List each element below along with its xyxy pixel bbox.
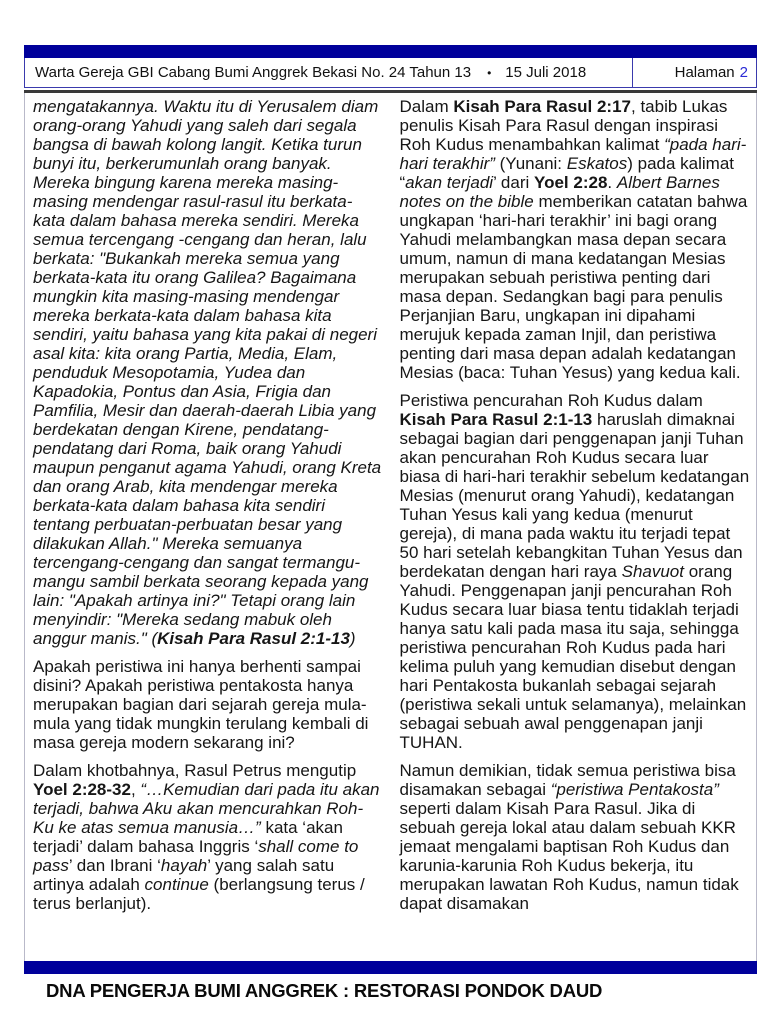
article-body	[24, 93, 757, 961]
page-number-cell	[632, 58, 756, 87]
page-number-label: Halaman	[674, 64, 735, 81]
article-paragraph: Dalam Kisah Para Rasul 2:17, tabib Lukas penulis Kisah Para Rasul dengan inspirasi Roh Kudus menambahkan kalimat “pada hari-hari terakhir” (Yunani: Eskatos) pada kalimat “akan terjadi’ dari Yoel 2:28. Albert Barnes notes on the bible memberikan catatan bahwa ungkapan ‘hari-hari terakhir’ ini bagi orang Yahudi melambangkan masa depan secara umum, namun di mana kedatangan Mesias merupakan sebuah peristiwa penting dari masa depan. Sedangkan bagi para penulis Perjanjian Baru, ungkapan ini dipahami merujuk kepada zaman Injil, dan peristiwa penting dari masa depan adalah kedatangan Mesias (baca: Tuhan Yesus) yang kedua kali.	[399, 97, 748, 382]
bullet-separator: •	[487, 66, 492, 80]
top-navy-bar	[24, 45, 757, 58]
right-column	[400, 97, 751, 961]
newsletter-title	[25, 64, 632, 81]
left-column	[33, 97, 384, 961]
page-content	[24, 45, 757, 1002]
article-paragraph: Namun demikian, tidak semua peristiwa bisa disamakan sebagai “peristiwa Pentakosta” seperti dalam Kisah Para Rasul. Jika di sebuah gereja lokal atau dalam sebuah KKR jemaat mengalami baptisan Roh Kudus dan karunia-karunia Roh Kudus bekerja, itu merupakan lawatan Roh Kudus, namun tidak dapat disamakan	[399, 761, 739, 913]
newsletter-header	[24, 58, 757, 88]
newsletter-date: 15 Juli 2018	[505, 64, 587, 81]
page-number-value: 2	[739, 64, 748, 81]
footer-slogan: DNA PENGERJA BUMI ANGGREK : RESTORASI PONDOK DAUD	[46, 980, 603, 1001]
newsletter-title-text: Warta Gereja GBI Cabang Bumi Anggrek Bekasi No. 24 Tahun 13	[35, 64, 472, 81]
article-paragraph: Peristiwa pencurahan Roh Kudus dalam Kisah Para Rasul 2:1-13 haruslah dimaknai sebagai bagian dari penggenapan janji Tuhan akan pencurahan Roh Kudus secara luar biasa di hari-hari terakhir sebelum kedatangan Mesias (menurut orang Yahudi), kedatangan Tuhan Yesus kali yang kedua (menurut gereja), di mana pada waktu itu terjadi tepat 50 hari setelah kebangkitan Tuhan Yesus dan berdekatan dengan hari raya Shavuot orang Yahudi. Penggenapan janji pencurahan Roh Kudus secara luar biasa tentu tidaklah terjadi hanya satu kali pada masa itu saja, sehingga peristiwa pencurahan Roh Kudus pada hari kelima puluh yang kemudian disebut dengan hari Pentakosta bukanlah sebagai sejarah (peristiwa sekali untuk selamanya), melainkan sebagai sebuah awal penggenapan janji TUHAN.	[399, 391, 750, 752]
article-paragraph: mengatakannya. Waktu itu di Yerusalem diam orang-orang Yahudi yang saleh dari segala bangsa di bawah kolong langit. Ketika turun bunyi itu, berkerumunlah orang banyak. Mereka bingung karena mereka masing-masing mendengar rasul-rasul itu berkata-kata dalam bahasa mereka sendiri. Mereka semua tercengang -cengang dan heran, lalu berkata: "Bukankah mereka semua yang berkata-kata itu orang Galilea? Bagaimana mungkin kita masing-masing mendengar mereka berkata-kata dalam bahasa kita sendiri, yaitu bahasa yang kita pakai di negeri asal kita: kita orang Partia, Media, Elam, penduduk Mesopotamia, Yudea dan Kapadokia, Pontus dan Asia, Frigia dan Pamfilia, Mesir dan daerah-daerah Libia yang berdekatan dengan Kirene, pendatang-pendatang dari Roma, baik orang Yahudi maupun penganut agama Yahudi, orang Kreta dan orang Arab, kita mendengar mereka berkata-kata dalam bahasa kita sendiri tentang perbuatan-perbuatan besar yang dilakukan Allah." Mereka semuanya tercengang-cengang dan sangat termangu-mangu sambil berkata seorang kepada yang lain: "Apakah artinya ini?" Tetapi orang lain menyindir: "Mereka sedang mabuk oleh anggur manis." (Kisah Para Rasul 2:1-13)	[33, 97, 382, 648]
bottom-navy-bar	[24, 961, 757, 974]
article-paragraph: Dalam khotbahnya, Rasul Petrus mengutip Yoel 2:28-32, “…Kemudian dari pada itu akan terjadi, bahwa Aku akan mencurahkan Roh-Ku ke atas semua manusia…” kata ‘akan terjadi’ dalam bahasa Inggris ‘shall come to pass’ dan Ibrani ‘hayah’ yang salah satu artinya adalah continue (berlangsung terus / terus berlanjut).	[33, 761, 380, 913]
article-paragraph: Apakah peristiwa ini hanya berhenti sampai disini? Apakah peristiwa pentakosta hanya merupakan bagian dari sejarah gereja mula-mula yang tidak mungkin terulang kembali di masa gereja modern sekarang ini?	[33, 657, 369, 752]
